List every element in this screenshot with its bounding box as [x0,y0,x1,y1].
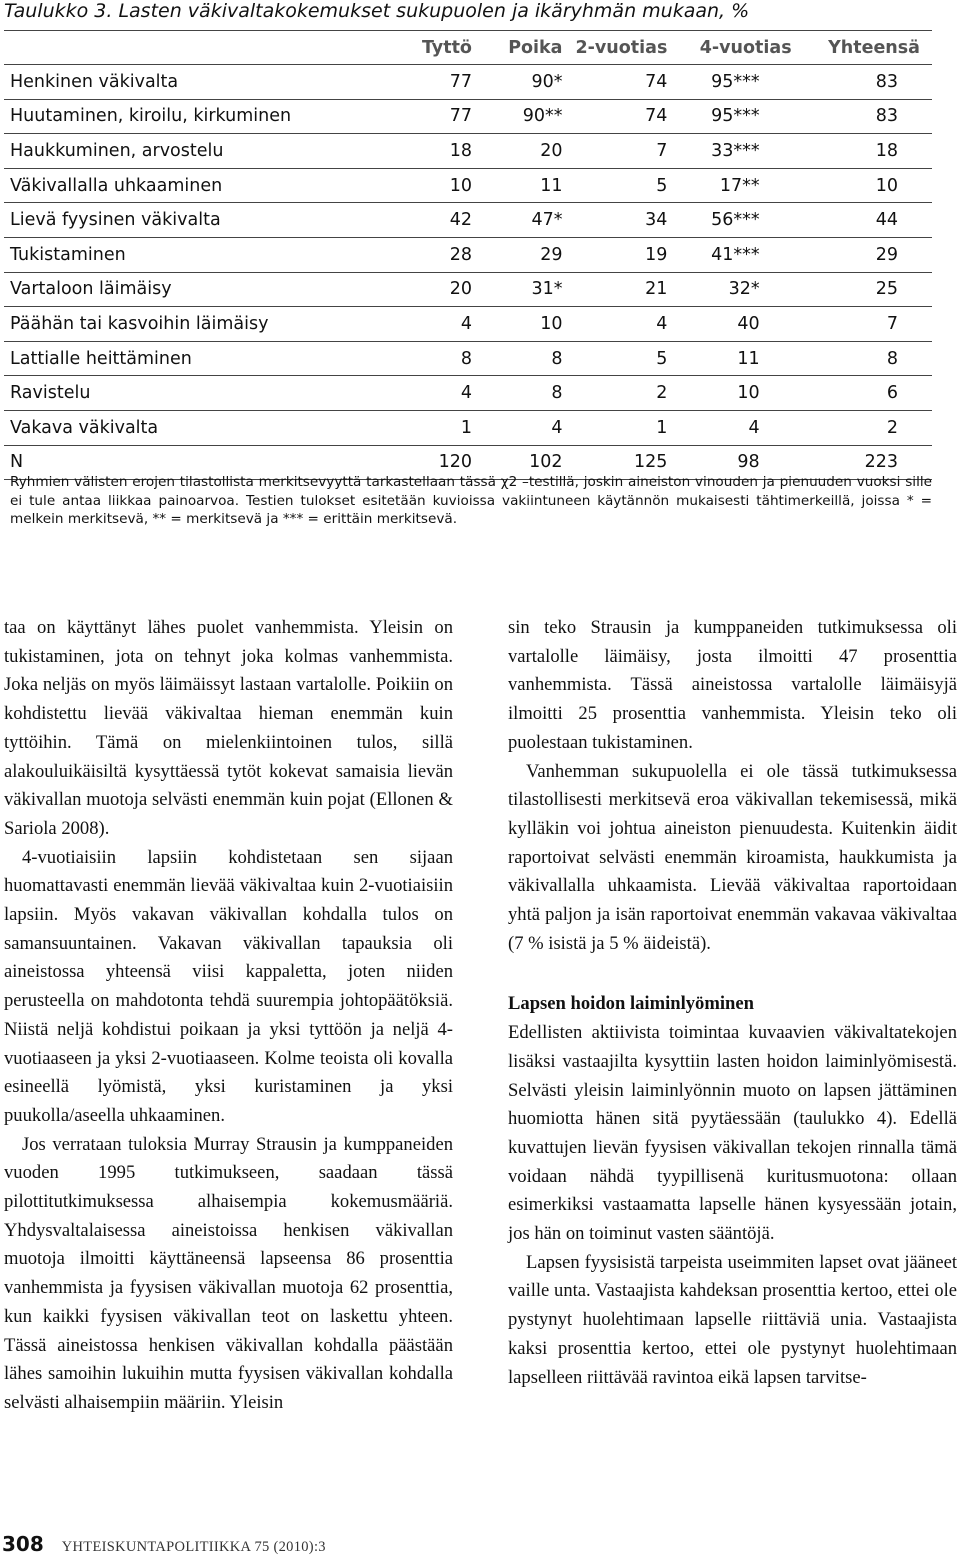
table-cell: 4 [667,410,791,445]
table-cell: 2 [792,410,932,445]
section-heading: Lapsen hoidon laiminlyöminen [508,993,754,1015]
header-poika: Poika [472,31,563,65]
paragraph: Edellisten aktiivista toimintaa kuvaavien väkivaltatekojen lisäksi vastaajilta kysyttiin lasten hoidon laiminlyömisestä. Selvästi yleisin laiminlyönnin muoto on lapsen jättäminen huomiotta hänen sitä pyytäessään (taulukko 4). Edellä kuvattujen lievän fyysisen väkivallan tekojen rinnalla tämä voidaan nähdä tyypillisenä kuritusmuotona: ollaan esimerkiksi vastaamatta lapselle hänen kysyessään jotain, jos hän on toiminut vasten sääntöjä. [508,1022,957,1245]
row-label: Ravistelu [4,376,383,411]
table-cell: 41*** [667,237,791,272]
table-cell: 223 [792,445,932,480]
header-tytto: Tyttö [383,31,472,65]
row-label: Päähän tai kasvoihin läimäisy [4,307,383,342]
table-cell: 120 [383,445,472,480]
table-cell: 90** [472,99,563,134]
table-cell: 2 [562,376,667,411]
paragraph: sin teko Strausin ja kumppaneiden tutkimuksessa oli vartalolle läimäisy, josta ilmoitti 47 prosenttia vanhemmista. Tässä aineistossa vartalolle läimäisyjä ilmoitti 25 prosenttia vanhemmista. Yleisin teko oli puolestaan tukistaminen. [508,617,957,753]
body-column-right [508,614,957,1392]
row-label: Lattialle heittäminen [4,341,383,376]
data-table [4,30,932,480]
table-cell: 29 [792,237,932,272]
paragraph: Jos verrataan tuloksia Murray Strausin ja kumppaneiden vuoden 1995 tutkimukseen, saadaan tässä pilottitutkimuksessa alhaisempia kokemusmääriä. Yhdysvaltalaisessa aineistoissa henkisen väkivallan muotoja ilmoitti käyttäneensä lapseensa 86 prosenttia vanhemmista ja fyysisen väkivallan muotoja 62 prosenttia, kun kaikki fyysisen väkivallan teot on laskettu yhteen. Tässä aineistossa henkisen väkivallan kohdalla päästään lähes samoihin lukuihin mutta fyysisen väkivallan kohdalla selvästi alhaisempiin määriin. Yleisin [4,1133,453,1413]
table-cell: 74 [562,65,667,100]
table-row [4,307,932,342]
table-note: Ryhmien välisten erojen tilastollista merkitsevyyttä tarkastellaan tässä χ2 –testillä, joskin aineiston vinouden ja pienuuden vuoksi sille ei tule antaa liikkaa painoarvoa. Testien tulokset esitetään kuvioissa vakiintuneen käytännön mukaisesti tähtimerkeillä, joissa * = melkein merkitsevä, ** = merkitsevä ja *** = erittäin merkitsevä. [10,474,932,527]
table-cell: 10 [472,307,563,342]
table-cell: 56*** [667,203,791,238]
table-cell: 74 [562,99,667,134]
table-cell: 33*** [667,134,791,169]
header-yhteensa: Yhteensä [792,31,932,65]
table-cell: 4 [383,307,472,342]
table-cell: 7 [792,307,932,342]
paragraph: 4-vuotiaisiin lapsiin kohdistetaan sen sijaan huomattavasti enemmän lievää väkivaltaa kuin 2-vuotiaisiin lapsiin. Myös vakavan väkivallan kohdalla tulos on samansuuntainen. Vakavan väkivallan tapauksia oli aineistossa yhteensä viisi kappaletta, joten niiden perusteella on mahdotonta tehdä suurempia johtopäätöksiä. Niistä neljä kohdistui poikaan ja yksi tyttöön ja neljä 4-vuotiaaseen ja yksi 2-vuotiaaseen. Kolme teoista oli kovalla esineellä lyömistä, yksi kuristaminen ja yksi puukolla/aseella uhkaaminen. [4,846,453,1126]
table-cell: 10 [667,376,791,411]
table-cell: 42 [383,203,472,238]
section-gap [508,958,957,990]
table-cell: 21 [562,272,667,307]
header-label [4,31,383,65]
table-cell: 19 [562,237,667,272]
paragraph: Lapsen fyysisistä tarpeista useimmiten lapset ovat jääneet vaille unta. Vastaajista kahdeksan prosenttia kertoo, ettei ole pystynyt huolehtimaan lapselle riittäviä unia. Vastaajista kaksi prosenttia kertoo, ettei ole pystynyt huolehtimaan lapselleen riittävää ravintoa eikä lapsen tarvitse- [508,1251,957,1388]
table-cell: 4 [383,376,472,411]
table-cell: 5 [562,341,667,376]
table-cell: 7 [562,134,667,169]
table-cell: 11 [667,341,791,376]
table-cell: 83 [792,99,932,134]
table-row [4,65,932,100]
table-cell: 4 [472,410,563,445]
row-label: Väkivallalla uhkaaminen [4,168,383,203]
table-cell: 34 [562,203,667,238]
table-row [4,341,932,376]
table-cell: 1 [383,410,472,445]
table-row [4,237,932,272]
row-label: Henkinen väkivalta [4,65,383,100]
table-cell: 8 [792,341,932,376]
table-cell: 40 [667,307,791,342]
table-cell: 4 [562,307,667,342]
table-cell: 98 [667,445,791,480]
table-cell: 29 [472,237,563,272]
table-cell: 25 [792,272,932,307]
header-4-vuotias: 4-vuotias [667,31,791,65]
paragraph: Vanhemman sukupuolella ei ole tässä tutkimuksessa tilastollisesti merkitsevä eroa väkivallan tekemisessä, mikä kylläkin voi johtua aineiston pienuudesta. Kuitenkin äidit raportoivat selvästi enemmän kiroamista, haukkumista ja väkivallalla uhkaamista. Lievää väkivaltaa raportoidaan yhtä paljon ja isän raportoivat enemmän vakavaa väkivaltaa (7 % isistä ja 5 % äideistä). [508,760,957,954]
table-row [4,410,932,445]
table-row [4,203,932,238]
table-cell: 77 [383,65,472,100]
table-cell: 28 [383,237,472,272]
table-cell: 47* [472,203,563,238]
row-label: Haukkuminen, arvostelu [4,134,383,169]
table-cell: 31* [472,272,563,307]
journal-name: YHTEISKUNTAPOLITIIKKA 75 (2010):3 [61,1539,326,1555]
table-cell: 83 [792,65,932,100]
table-cell: 20 [472,134,563,169]
table-cell: 8 [383,341,472,376]
table-cell: 20 [383,272,472,307]
table-cell: 11 [472,168,563,203]
table-row [4,99,932,134]
page-footer [2,1532,326,1556]
row-label: Tukistaminen [4,237,383,272]
table-cell: 1 [562,410,667,445]
table-row [4,134,932,169]
table-cell: 8 [472,376,563,411]
table-cell: 125 [562,445,667,480]
table-cell: 32* [667,272,791,307]
table-row [4,272,932,307]
table-cell: 17** [667,168,791,203]
table-cell: 95*** [667,99,791,134]
paragraph: taa on käyttänyt lähes puolet vanhemmista. Yleisin on tukistaminen, jota on tehnyt joka kolmas vanhemmista. Joka neljäs on myös läimäissyt lastaan vartalolle. Poikiin on kohdistettu lievää väkivaltaa hieman enemmän kuin tyttöihin. Tämä on mielenkiintoinen tulos, sillä alakouluikäisiltä kysyttäessä tytöt kokevat samaisia lievän väkivallan muotoja selvästi enemmän kuin pojat (Ellonen & Sariola 2008). [4,617,453,839]
row-label: Vartaloon läimäisy [4,272,383,307]
table-row [4,168,932,203]
table-cell: 18 [383,134,472,169]
row-label: Huutaminen, kiroilu, kirkuminen [4,99,383,134]
row-label: Lievä fyysinen väkivalta [4,203,383,238]
table-cell: 10 [383,168,472,203]
table-cell: 77 [383,99,472,134]
table-cell: 10 [792,168,932,203]
table-cell: 18 [792,134,932,169]
row-label: N [4,445,383,480]
table-cell: 102 [472,445,563,480]
table-cell: 6 [792,376,932,411]
table-caption: Taulukko 3. Lasten väkivaltakokemukset sukupuolen ja ikäryhmän mukaan, % [4,0,750,22]
table-cell: 44 [792,203,932,238]
header-2-vuotias: 2-vuotias [562,31,667,65]
table-row [4,376,932,411]
table-cell: 8 [472,341,563,376]
table-header-row [4,31,932,65]
page-number: 308 [2,1532,44,1556]
table-cell: 95*** [667,65,791,100]
table-cell: 5 [562,168,667,203]
row-label: Vakava väkivalta [4,410,383,445]
body-column-left [4,614,453,1418]
table-cell: 90* [472,65,563,100]
